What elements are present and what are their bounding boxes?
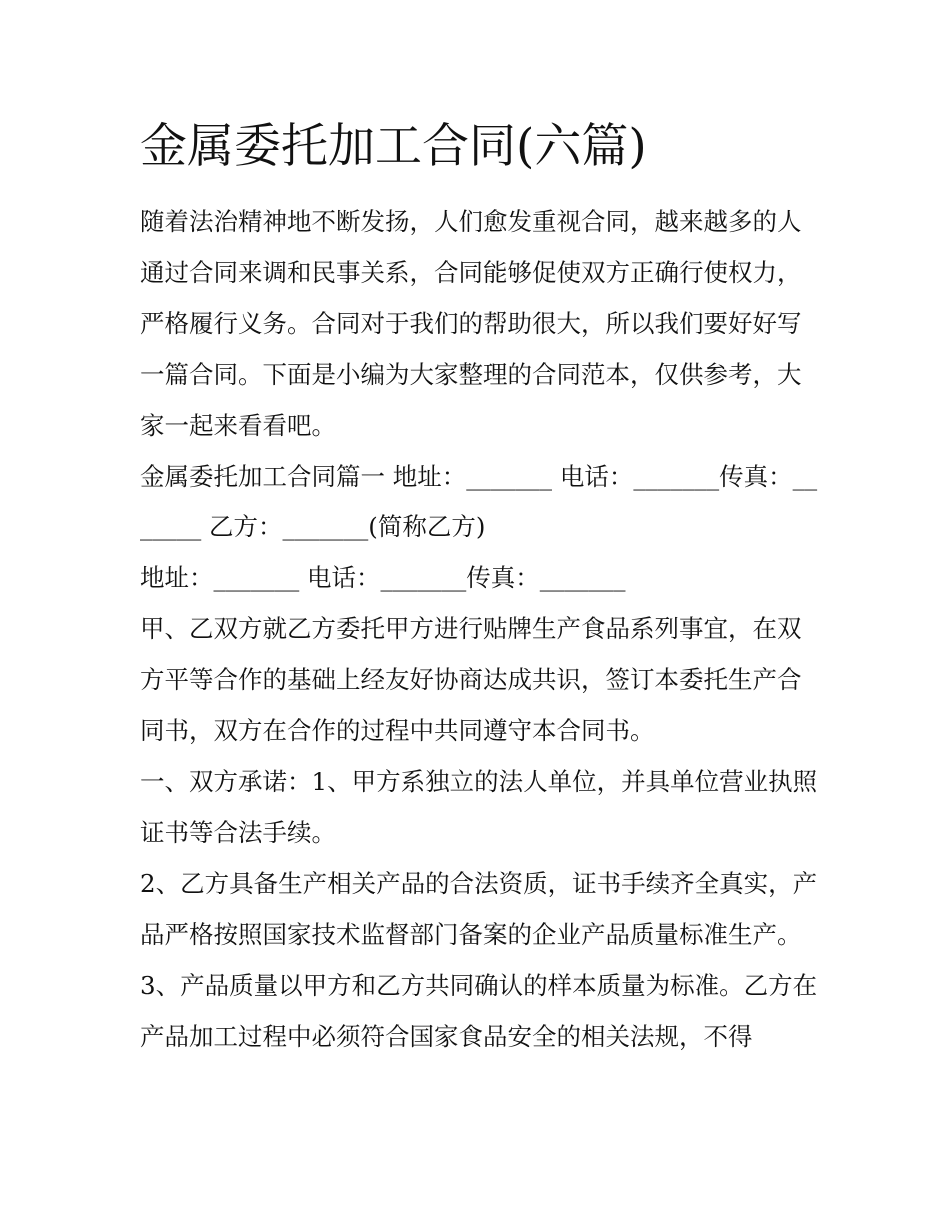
paragraph-intro: 随着法治精神地不断发扬，人们愈发重视合同，越来越多的人通过合同来调和民事关系，合同能够促使双方正确行使权力，严格履行义务。合同对于我们的帮助很大，所以我们要好好写一篇合同。下面是小编为大家整理的合同范本，仅供参考，大家一起来看看吧。 bbox=[140, 207, 802, 440]
paragraph-clause-2: 2、乙方具备生产相关产品的合法资质，证书手续齐全真实，产品严格按照国家技术监督部门备案的企业产品质量标准生产。 bbox=[140, 868, 818, 949]
paragraph-address-line: 地址：_______ 电话：_______传真：_______ bbox=[140, 563, 626, 593]
document-body bbox=[140, 197, 820, 1062]
paragraph-party-info: 金属委托加工合同篇一 地址：_______ 电话：_______传真：_______ 乙方：_______(简称乙方) bbox=[140, 461, 818, 542]
paragraph-clause-3: 3、产品质量以甲方和乙方共同确认的样本质量为标准。乙方在产品加工过程中必须符合国家食品安全的相关法规，不得 bbox=[140, 970, 818, 1051]
paragraph-agreement: 甲、乙双方就乙方委托甲方进行贴牌生产食品系列事宜，在双方平等合作的基础上经友好协商达成共识，签订本委托生产合同书，双方在合作的过程中共同遵守本合同书。 bbox=[140, 614, 802, 746]
paragraph-clause-1: 一、双方承诺：1、甲方系独立的法人单位，并具单位营业执照证书等合法手续。 bbox=[140, 766, 818, 847]
document-title: 金属委托加工合同(六篇) bbox=[140, 119, 647, 174]
